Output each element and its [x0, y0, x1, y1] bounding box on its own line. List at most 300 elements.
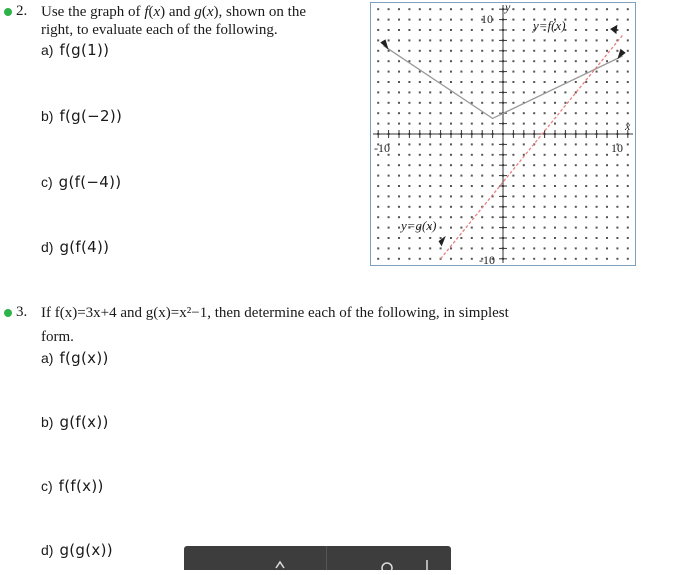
- grid-dot: [512, 50, 514, 52]
- grid-dot: [471, 8, 473, 10]
- grid-dot: [627, 185, 629, 187]
- grid-dot: [440, 112, 442, 114]
- grid-dot: [523, 154, 525, 156]
- grid-dot: [606, 81, 608, 83]
- grid-dot: [512, 123, 514, 125]
- grid-dot: [492, 71, 494, 73]
- grid-dot: [419, 60, 421, 62]
- grid-dot: [575, 19, 577, 21]
- grid-dot: [419, 247, 421, 249]
- grid-dot: [523, 227, 525, 229]
- grid-dot: [606, 175, 608, 177]
- grid-dot: [460, 143, 462, 145]
- grid-dot: [533, 102, 535, 104]
- grid-dot: [440, 143, 442, 145]
- grid-dot: [585, 39, 587, 41]
- grid-dot: [471, 91, 473, 93]
- grid-dot: [440, 29, 442, 31]
- grid-dot: [585, 81, 587, 83]
- grid-dot: [627, 164, 629, 166]
- grid-dot: [606, 50, 608, 52]
- grid-dot: [440, 154, 442, 156]
- grid-dot: [606, 29, 608, 31]
- grid-dot: [377, 8, 379, 10]
- grid-dot: [419, 185, 421, 187]
- grid-dot: [450, 112, 452, 114]
- grid-dot: [419, 164, 421, 166]
- grid-dot: [533, 60, 535, 62]
- grid-dot: [471, 216, 473, 218]
- grid-dot: [596, 91, 598, 93]
- grid-dot: [377, 216, 379, 218]
- grid-dot: [398, 39, 400, 41]
- grid-dot: [523, 216, 525, 218]
- grid-dot: [512, 112, 514, 114]
- grid-dot: [388, 39, 390, 41]
- grid-dot: [606, 112, 608, 114]
- grid-dot: [492, 185, 494, 187]
- grid-dot: [419, 29, 421, 31]
- grid-dot: [544, 8, 546, 10]
- grid-dot: [450, 29, 452, 31]
- grid-dot: [575, 71, 577, 73]
- grid-dot: [575, 60, 577, 62]
- grid-dot: [627, 102, 629, 104]
- grid-dot: [419, 91, 421, 93]
- grid-dot: [627, 258, 629, 260]
- grid-dot: [450, 206, 452, 208]
- grid-dot: [481, 195, 483, 197]
- grid-dot: [575, 258, 577, 260]
- grid-dot: [471, 258, 473, 260]
- grid-dot: [471, 206, 473, 208]
- grid-dot: [440, 123, 442, 125]
- grid-dot: [460, 154, 462, 156]
- grid-dot: [398, 195, 400, 197]
- grid-dot: [419, 81, 421, 83]
- grid-dot: [512, 91, 514, 93]
- grid-dot: [398, 29, 400, 31]
- grid-dot: [440, 91, 442, 93]
- grid-dot: [429, 185, 431, 187]
- grid-dot: [606, 206, 608, 208]
- grid-dot: [460, 91, 462, 93]
- grid-dot: [492, 206, 494, 208]
- grid-dot: [440, 195, 442, 197]
- grid-dot: [544, 39, 546, 41]
- grid-dot: [398, 71, 400, 73]
- q3-number: 3.: [16, 304, 28, 320]
- grid-dot: [398, 112, 400, 114]
- grid-dot: [523, 39, 525, 41]
- grid-dot: [429, 60, 431, 62]
- grid-dot: [606, 60, 608, 62]
- grid-dot: [533, 164, 535, 166]
- grid-dot: [585, 60, 587, 62]
- grid-dot: [450, 216, 452, 218]
- grid-dot: [460, 29, 462, 31]
- grid-dot: [460, 164, 462, 166]
- grid-dot: [533, 39, 535, 41]
- q2-part-d: [41, 238, 109, 257]
- grid-dot: [512, 39, 514, 41]
- grid-dot: [460, 247, 462, 249]
- grid-dot: [554, 143, 556, 145]
- grid-dot: [596, 29, 598, 31]
- grid-dot: [440, 227, 442, 229]
- grid-dot: [388, 8, 390, 10]
- grid-dot: [585, 164, 587, 166]
- grid-dot: [377, 50, 379, 52]
- grid-dot: [627, 19, 629, 21]
- grid-dot: [533, 175, 535, 177]
- grid-dot: [481, 29, 483, 31]
- grid-dot: [596, 175, 598, 177]
- grid-dot: [596, 237, 598, 239]
- grid-dot: [544, 154, 546, 156]
- grid-dot: [481, 164, 483, 166]
- q2-fx: f: [144, 4, 149, 20]
- grid-dot: [440, 247, 442, 249]
- grid-dot: [471, 39, 473, 41]
- grid-dot: [627, 50, 629, 52]
- grid-dot: [471, 60, 473, 62]
- grid-dot: [408, 175, 410, 177]
- grid-dot: [616, 123, 618, 125]
- grid-dot: [377, 227, 379, 229]
- grid-dot: [564, 102, 566, 104]
- grid-dot: [616, 175, 618, 177]
- grid-dot: [616, 19, 618, 21]
- grid-dot: [440, 19, 442, 21]
- grid-dot: [512, 258, 514, 260]
- grid-dot: [585, 8, 587, 10]
- grid-dot: [419, 123, 421, 125]
- grid-dot: [492, 91, 494, 93]
- grid-dot: [492, 39, 494, 41]
- grid-dot: [512, 60, 514, 62]
- grid-dot: [616, 206, 618, 208]
- grid-dot: [575, 50, 577, 52]
- part-expr: f(f(x)): [58, 477, 104, 495]
- grid-dot: [450, 185, 452, 187]
- grid-dot: [388, 71, 390, 73]
- grid-dot: [388, 216, 390, 218]
- grid-dot: [471, 195, 473, 197]
- grid-dot: [419, 112, 421, 114]
- grid-dot: [460, 102, 462, 104]
- grid-dot: [544, 143, 546, 145]
- grid-dot: [627, 195, 629, 197]
- grid-dot: [440, 50, 442, 52]
- tick-label-x-10: 10: [611, 141, 623, 155]
- grid-dot: [429, 91, 431, 93]
- grid-dot: [544, 102, 546, 104]
- grid-dot: [585, 175, 587, 177]
- grid-dot: [377, 123, 379, 125]
- grid-dot: [419, 143, 421, 145]
- grid-dot: [429, 247, 431, 249]
- grid-dot: [492, 175, 494, 177]
- f-curve: [441, 35, 623, 259]
- grid-dot: [471, 247, 473, 249]
- grid-dot: [596, 50, 598, 52]
- grid-dot: [512, 216, 514, 218]
- grid-dot: [440, 102, 442, 104]
- grid-dot: [596, 102, 598, 104]
- grid-dot: [460, 81, 462, 83]
- grid-dot: [450, 195, 452, 197]
- grid-dot: [481, 39, 483, 41]
- grid-dot: [616, 71, 618, 73]
- grid-dot: [627, 227, 629, 229]
- grid-dot: [554, 112, 556, 114]
- grid-dot: [408, 29, 410, 31]
- grid-dot: [492, 143, 494, 145]
- grid-dot: [388, 258, 390, 260]
- grid-dot: [606, 91, 608, 93]
- grid-dot: [564, 143, 566, 145]
- toolbar-left-button[interactable]: [184, 546, 326, 570]
- grid-dot: [408, 258, 410, 260]
- tick-label-x-neg10: -10: [374, 141, 390, 155]
- grid-dot: [471, 175, 473, 177]
- grid-dot: [596, 143, 598, 145]
- grid-dot: [554, 164, 556, 166]
- toolbar-right-button[interactable]: [327, 546, 451, 570]
- grid-dot: [419, 195, 421, 197]
- grid-dot: [450, 102, 452, 104]
- grid-dot: [429, 71, 431, 73]
- grid-dot: [471, 154, 473, 156]
- grid-dot: [554, 60, 556, 62]
- grid-dot: [554, 185, 556, 187]
- grid-dot: [492, 227, 494, 229]
- part-label: d): [41, 239, 54, 255]
- grid-dot: [429, 258, 431, 260]
- q3-bullet: [4, 309, 12, 317]
- grid-dot: [523, 50, 525, 52]
- grid-dot: [471, 112, 473, 114]
- grid-dot: [564, 175, 566, 177]
- grid-dot: [481, 60, 483, 62]
- grid-dot: [512, 102, 514, 104]
- grid-dot: [419, 50, 421, 52]
- grid-dot: [585, 29, 587, 31]
- grid-dot: [627, 247, 629, 249]
- part-expr: g(f(4)): [59, 238, 110, 256]
- grid-dot: [419, 102, 421, 104]
- grid-dot: [408, 112, 410, 114]
- grid-dot: [481, 247, 483, 249]
- grid-dot: [419, 258, 421, 260]
- grid-dot: [512, 8, 514, 10]
- grid-dot: [408, 81, 410, 83]
- grid-dot: [388, 102, 390, 104]
- grid-dot: [377, 81, 379, 83]
- grid-dot: [460, 185, 462, 187]
- grid-dot: [471, 29, 473, 31]
- grid-dot: [544, 195, 546, 197]
- grid-dot: [533, 8, 535, 10]
- grid-dot: [377, 19, 379, 21]
- grid-dot: [523, 29, 525, 31]
- grid-dot: [492, 154, 494, 156]
- grid-dot: [544, 206, 546, 208]
- grid-dot: [554, 237, 556, 239]
- grid-dot: [533, 237, 535, 239]
- grid-dot: [408, 185, 410, 187]
- grid-dot: [585, 102, 587, 104]
- grid-dot: [554, 50, 556, 52]
- grid-dot: [544, 175, 546, 177]
- g-arrow-left: [380, 39, 388, 49]
- grid-dot: [429, 81, 431, 83]
- grid-dot: [408, 71, 410, 73]
- grid-dot: [575, 185, 577, 187]
- grid-dot: [523, 195, 525, 197]
- grid-dot: [596, 258, 598, 260]
- grid-dot: [481, 237, 483, 239]
- grid-dot: [523, 81, 525, 83]
- grid-dot: [575, 206, 577, 208]
- grid-dot: [523, 143, 525, 145]
- grid-dot: [419, 237, 421, 239]
- grid-dot: [585, 247, 587, 249]
- grid-dot: [398, 247, 400, 249]
- grid-dot: [596, 216, 598, 218]
- grid-dot: [606, 237, 608, 239]
- grid-dot: [388, 29, 390, 31]
- grid-dot: [450, 81, 452, 83]
- grid-dot: [523, 175, 525, 177]
- grid-dot: [398, 123, 400, 125]
- grid-dot: [554, 258, 556, 260]
- grid-dot: [471, 81, 473, 83]
- grid-dot: [440, 8, 442, 10]
- grid-dot: [585, 216, 587, 218]
- grid-dot: [533, 216, 535, 218]
- grid-dot: [408, 154, 410, 156]
- grid-dot: [492, 216, 494, 218]
- grid-dot: [492, 29, 494, 31]
- grid-dot: [564, 185, 566, 187]
- grid-dot: [388, 123, 390, 125]
- grid-dot: [429, 164, 431, 166]
- grid-dot: [512, 237, 514, 239]
- grid-dot: [492, 123, 494, 125]
- grid-dot: [606, 39, 608, 41]
- grid-dot: [575, 123, 577, 125]
- grid-dot: [429, 143, 431, 145]
- grid-dot: [533, 123, 535, 125]
- part-label: c): [41, 174, 53, 190]
- grid-dot: [440, 71, 442, 73]
- graph-panel: [370, 2, 636, 266]
- grid-dot: [564, 195, 566, 197]
- search-icon: [382, 563, 392, 570]
- q2-number: 2.: [16, 3, 28, 19]
- grid-dot: [440, 237, 442, 239]
- grid-dot: [419, 8, 421, 10]
- grid-dot: [471, 185, 473, 187]
- floating-toolbar[interactable]: [184, 546, 451, 570]
- grid-dot: [606, 164, 608, 166]
- grid-dot: [596, 60, 598, 62]
- grid-dot: [471, 50, 473, 52]
- grid-dot: [512, 227, 514, 229]
- grid-dot: [388, 60, 390, 62]
- grid-dot: [377, 164, 379, 166]
- q3-part-d: [41, 541, 113, 560]
- grid-dot: [627, 29, 629, 31]
- grid-dot: [606, 143, 608, 145]
- grid-dot: [627, 175, 629, 177]
- grid-dot: [419, 154, 421, 156]
- grid-dot: [388, 195, 390, 197]
- grid-dot: [377, 247, 379, 249]
- grid-dot: [533, 154, 535, 156]
- grid-dot: [460, 71, 462, 73]
- grid-dot: [440, 164, 442, 166]
- grid-dot: [585, 154, 587, 156]
- grid-dot: [377, 91, 379, 93]
- grid-dot: [596, 19, 598, 21]
- grid-dot: [544, 185, 546, 187]
- grid-dot: [460, 123, 462, 125]
- grid-dot: [627, 81, 629, 83]
- grid-dot: [585, 143, 587, 145]
- grid-dot: [429, 195, 431, 197]
- grid-dot: [408, 195, 410, 197]
- grid-dot: [606, 154, 608, 156]
- grid-dot: [460, 258, 462, 260]
- grid-dot: [377, 112, 379, 114]
- grid-dot: [460, 175, 462, 177]
- q2-text-line1: Use the graph of f(x) and g(x), shown on the: [41, 4, 306, 20]
- part-expr: g(f(x)): [59, 413, 109, 431]
- grid-dot: [377, 60, 379, 62]
- grid-dot: [596, 247, 598, 249]
- tick-label-y-10: 10: [481, 12, 493, 26]
- grid-dot: [544, 71, 546, 73]
- q2-text-line2: right, to evaluate each of the following.: [41, 22, 278, 38]
- grid-dot: [575, 8, 577, 10]
- grid-dot: [408, 19, 410, 21]
- grid-dot: [606, 247, 608, 249]
- grid-dot: [419, 19, 421, 21]
- grid-dot: [512, 71, 514, 73]
- grid-dot: [377, 185, 379, 187]
- grid-dot: [596, 112, 598, 114]
- grid-dot: [450, 143, 452, 145]
- q2-text-part1: Use the graph of: [41, 4, 145, 20]
- part-expr: g(g(x)): [59, 541, 113, 559]
- grid-dot: [408, 8, 410, 10]
- grid-dot: [481, 227, 483, 229]
- f-arrow-top: [610, 25, 617, 34]
- grid-dot: [450, 123, 452, 125]
- grid-dot: [512, 81, 514, 83]
- part-label: b): [41, 108, 54, 124]
- grid-dot: [460, 112, 462, 114]
- grid-dot: [512, 175, 514, 177]
- grid-dot: [606, 102, 608, 104]
- grid-dot: [564, 216, 566, 218]
- grid-dot: [627, 237, 629, 239]
- grid-dot: [533, 206, 535, 208]
- grid-dot: [596, 71, 598, 73]
